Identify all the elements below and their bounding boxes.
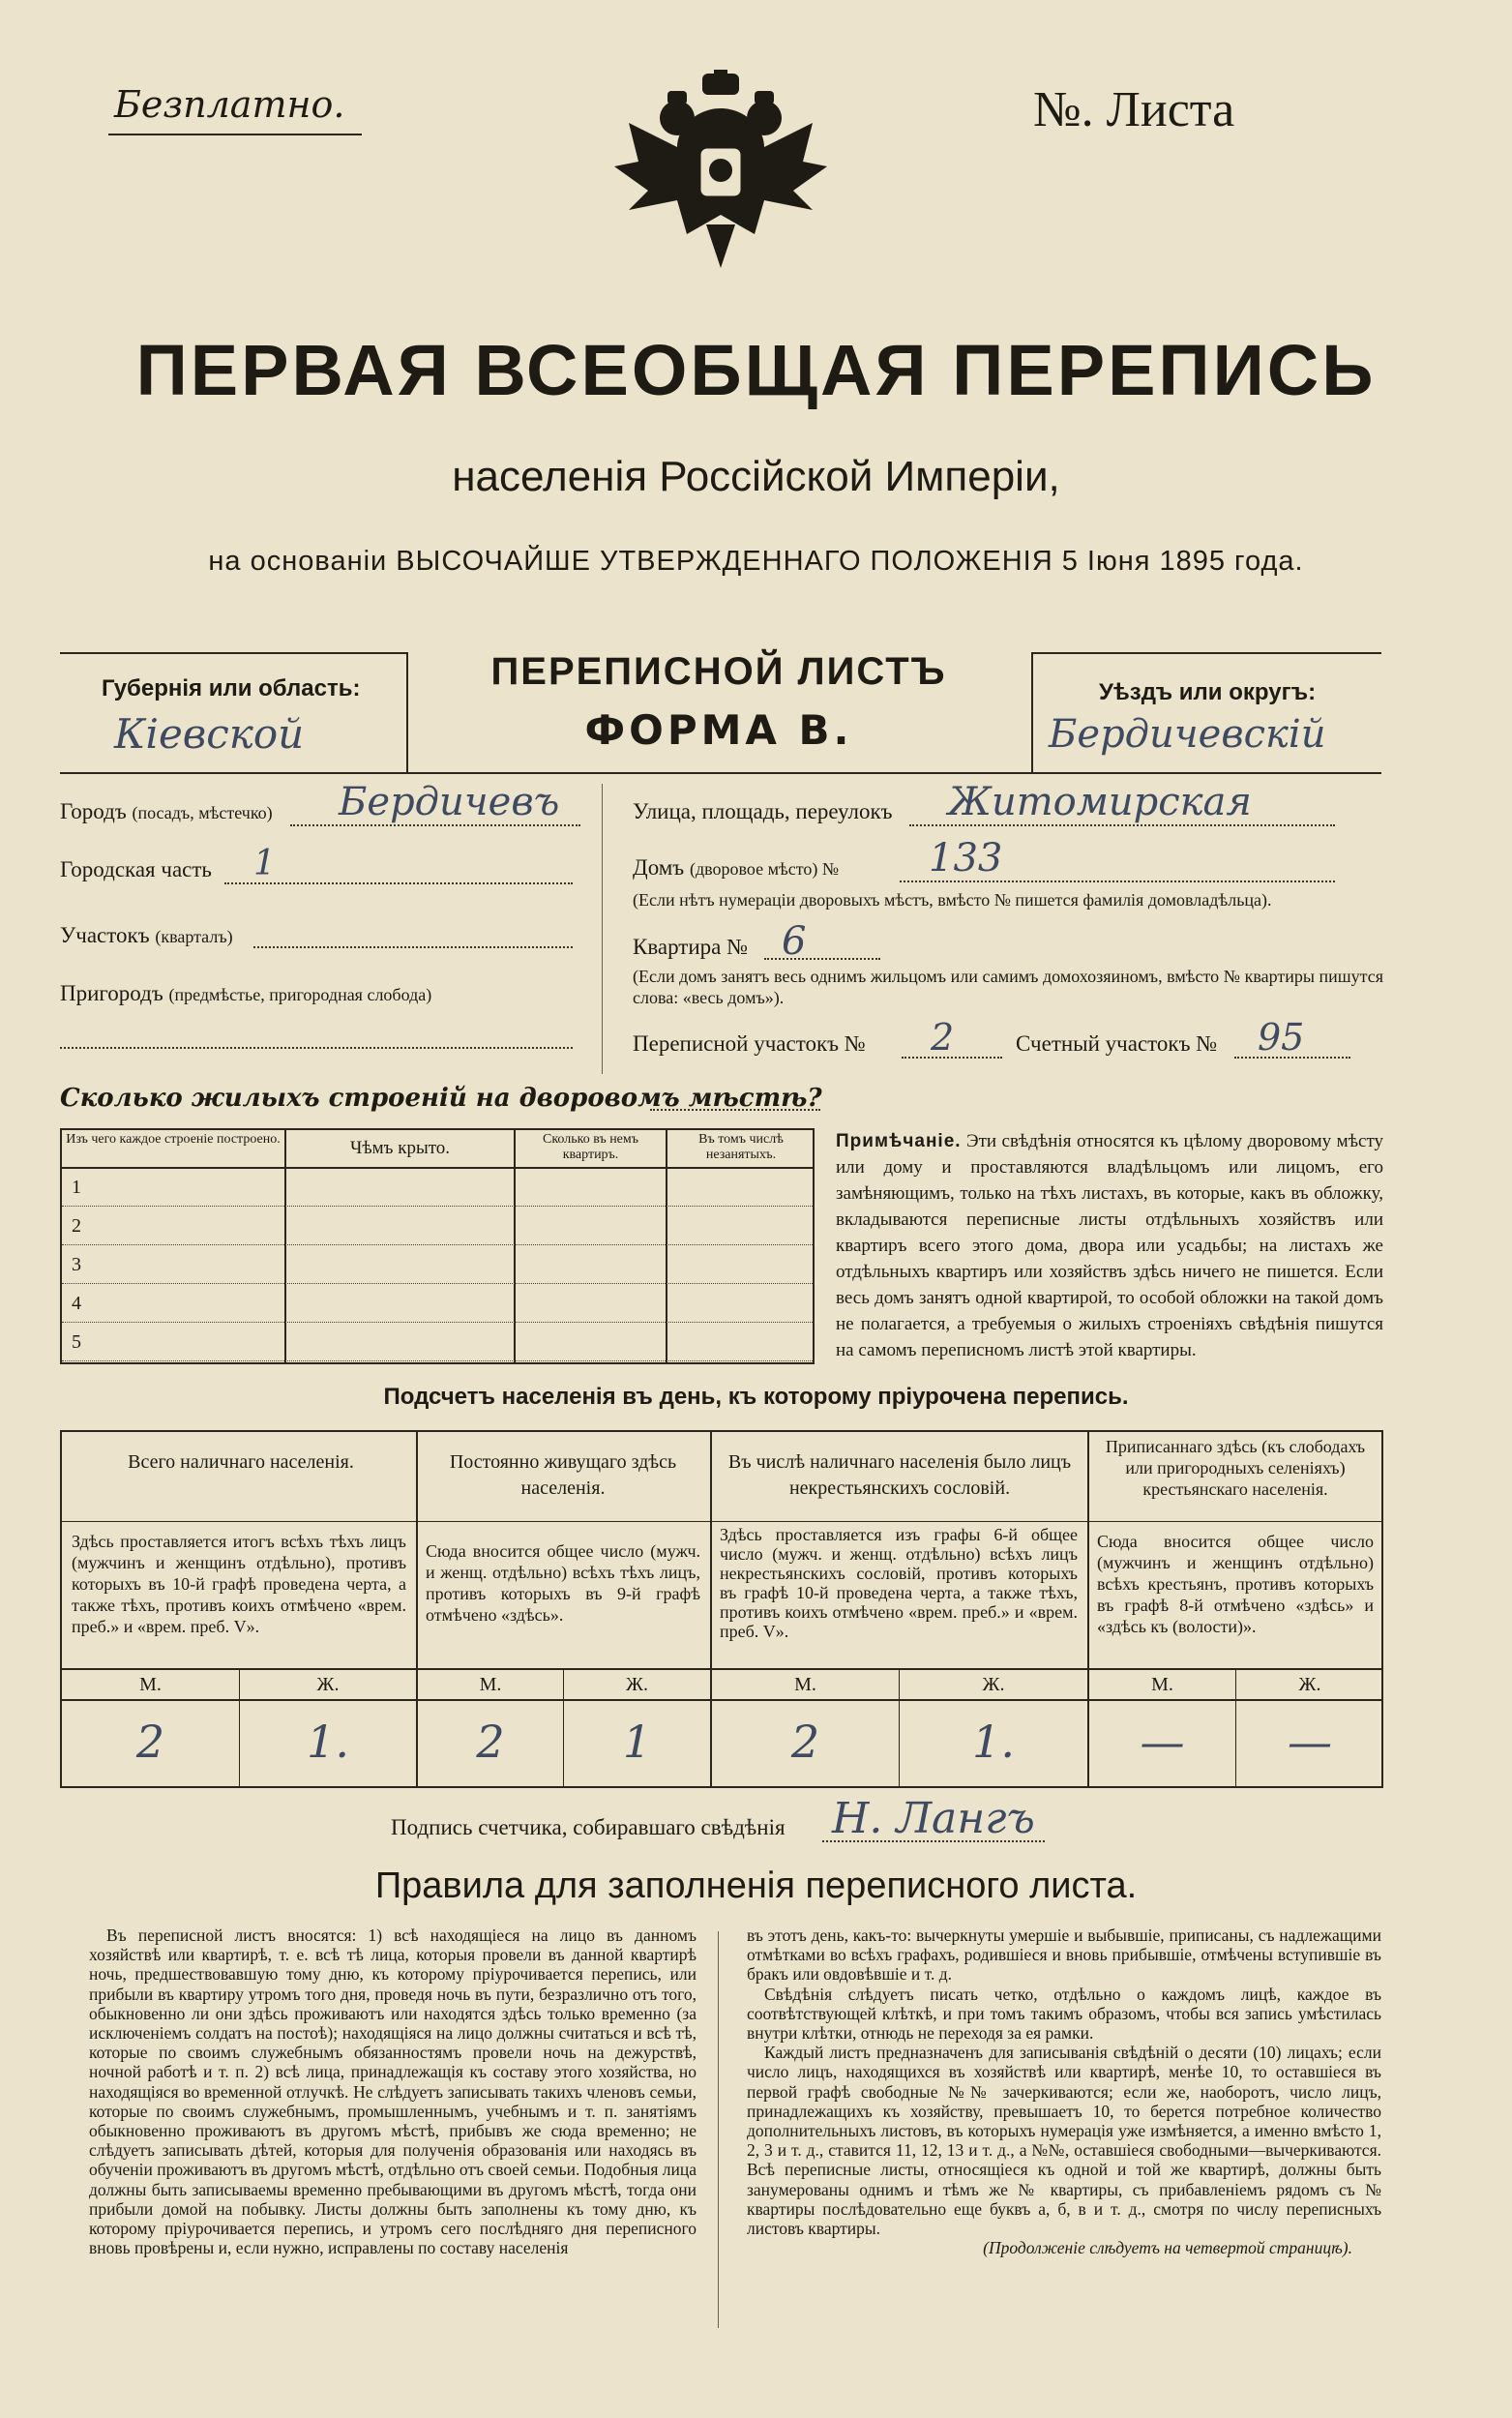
count-area-value[interactable]: 95 [1258,1016,1305,1059]
precinct-line [253,946,573,948]
pop-col4-f-label: Ж. [1298,1674,1321,1695]
buildings-row-number: 5 [72,1331,81,1353]
pop-col4-m-label: М. [1151,1674,1173,1695]
pop-col4-m-value[interactable]: — [1140,1716,1185,1768]
sheet-number-label: №. Листа [1033,82,1235,137]
pop-col1-m-value[interactable]: 2 [135,1716,165,1768]
precinct-label: Участокъ [60,923,150,947]
city-row [60,799,273,824]
form-label: ФОРМА В. [584,706,853,754]
buildings-col-material: Изъ чего каждое строеніе построено. [66,1132,281,1147]
pop-col4-header: Приписаннаго здѣсь (къ слободахъ или пригородныхъ селеніяхъ) крестьянскаго населенія. [1105,1437,1366,1499]
street-line [909,824,1335,826]
pop-col2-m-value[interactable]: 2 [476,1716,505,1768]
banner-top-left-line [60,652,406,654]
house-line [900,881,1335,882]
buildings-row-number: 3 [72,1254,81,1275]
pop-col4-desc: Сюда вносится общее число (мужчинъ и женщинъ отдѣльно) всѣхъ крестьянъ, противъ которыхъ въ графѣ 8-й отмѣчено «здѣсь» и «здѣсь къ (волости)». [1097,1532,1374,1636]
rules-title: Правила для заполненія переписного листа. [374,1866,1138,1906]
house-hint: (дворовое мѣсто) № [689,859,840,879]
buildings-col-apartments: Сколько въ немъ квартиръ. [542,1132,638,1162]
free-underline [108,134,362,135]
apartment-note: (Если домъ занятъ весь однимъ жильцомъ или самимъ домохозяиномъ, вмѣсто № квартиры пишутся слова: «весь домъ»). [633,967,1383,1007]
rules-right-para-1: въ этотъ день, какъ-то: вычеркнуты умершіе и выбывшіе, приписаны, съ надлежащими отмѣтками во всѣхъ графахъ, родившіеся и вновь прибывшіе, отмѣчены вступившіе въ бракъ или овдовѣвшіе и т. д. [747,1925,1381,1985]
pop-col2-header: Постоянно живущаго здѣсь населенія. [449,1451,677,1499]
buildings-row [62,1285,815,1324]
pop-col2-f-value[interactable]: 1 [622,1716,652,1768]
apartment-value[interactable]: 6 [782,919,807,964]
population-table [60,1430,1383,1788]
rules-continued: (Продолженіе слѣдуетъ на четвертой страницѣ). [983,2238,1352,2258]
buildings-row [62,1208,815,1246]
banner-top-right-line [1031,652,1381,654]
pop-col1-f-value[interactable]: 1. [307,1716,349,1768]
pop-col2-desc: Сюда вносится общее число (мужч. и женщ. отдѣльно) всѣхъ тѣхъ лицъ, противъ которыхъ въ 9-й графѣ отмѣчено «здѣсь». [426,1541,700,1625]
house-label: Домъ [633,855,685,880]
district-label: Городская часть [60,857,212,881]
pop-col3-desc: Здѣсь проставляется изъ графы 6-й общее число (мужч. и женщ. отдѣльно) всѣхъ лицъ некрестьянскихъ сословій, противъ которыхъ въ графѣ 10-й проведена черта, а также тѣхъ, противъ коихъ отмѣчено «врем. преб.» и «врем. преб. V». [720,1525,1078,1641]
buildings-row-line [62,1206,815,1207]
street-value[interactable]: Житомирская [948,780,1252,824]
suburb-label: Пригородъ [60,981,163,1005]
double-headed-eagle-icon [609,70,832,273]
pop-col2-f-label: Ж. [626,1674,648,1695]
pop-col3-header: Въ числѣ наличнаго населенія было лицъ некрестьянскихъ сословій. [727,1451,1072,1499]
pop-col3-m-value[interactable]: 2 [790,1716,820,1768]
rules-right-column [747,1925,1381,2257]
apartment-label: Квартира № [633,935,749,959]
pop-col3-m-label: М. [794,1674,816,1695]
house-note: (Если нѣтъ нумераціи дворовыхъ мѣстъ, вмѣсто № пишется фамилія домовладѣльца). [633,890,1272,910]
buildings-question-line [650,1109,820,1111]
pop-col3-f-value[interactable]: 1. [972,1716,1015,1768]
pop-col3-f-label: Ж. [982,1674,1005,1695]
free-label: Безплатно. [114,83,345,126]
buildings-row [62,1169,815,1208]
house-row [633,855,839,881]
buildings-row-number: 1 [72,1177,81,1198]
suburb-row [60,981,431,1006]
gubernia-value[interactable]: Кіевской [114,710,305,758]
street-label: Улица, площадь, переулокъ [633,799,893,823]
pop-col1-desc: Здѣсь проставляется итогъ всѣхъ тѣхъ лицъ (мужчинъ и женщинъ отдѣльно), противъ которыхъ въ 10-й графѣ проведена черта, а также тѣхъ, противъ коихъ отмѣчено «врем. преб.» и «врем. преб. V». [72,1532,406,1636]
city-hint: (посадъ, мѣстечко) [132,803,273,822]
buildings-table [60,1128,815,1364]
buildings-col-roof: Чѣмъ крыто. [349,1138,451,1158]
suburb-line [60,1047,573,1049]
address-divider [602,784,603,1074]
pop-col1-f-label: Ж. [316,1674,340,1695]
buildings-row-line [62,1283,815,1284]
count-area-label: Счетный участокъ № [1016,1031,1218,1056]
population-title: Подсчетъ населенія въ день, къ которому пріурочена перепись. [383,1384,1129,1410]
district-value[interactable]: 1 [253,844,276,883]
decree-basis: на основаніи ВЫСОЧАЙШЕ УТВЕРЖДЕННАГО ПОЛОЖЕНІЯ 5 Іюня 1895 года. [208,546,1304,577]
buildings-row-line [62,1322,815,1323]
buildings-question: Сколько жилыхъ строеній на дворовомъ мѣстѣ? [60,1084,822,1113]
city-label: Городъ [60,799,127,823]
buildings-note [836,1128,1383,1363]
pop-col2-m-label: М. [479,1674,502,1695]
note-text: Эти свѣдѣнія относятся къ цѣлому дворовому мѣсту или дому и проставляются владѣльцомъ или лицомъ, его замѣняющимъ, только на тѣхъ листахъ, въ которые, какъ въ обложку, вкладываются переписные листы отдѣльныхъ хозяйствъ или квартиръ всего этого дома, двора или усадьбы; на листахъ же отдѣльныхъ квартиръ или хозяйствъ здѣсь ничего не пишется. Если весь домъ занятъ одной квартирой, то особой обложки на такой домъ не полагается, а требуемыя о жилыхъ строеніяхъ свѣдѣнія пишутся на самомъ переписномъ листѣ этой квартиры. [836,1131,1384,1360]
precinct-hint: (кварталъ) [155,927,233,946]
city-line [290,824,580,826]
buildings-row-number: 4 [72,1293,81,1314]
note-title: Примѣчаніе. [836,1131,962,1151]
rules-right-para-3: Каждый листъ предназначенъ для записыванія свѣдѣній о десяти (10) лицахъ; если число лицъ, находящихся въ хозяйствѣ или квартирѣ, менѣе 10, то оставшіеся въ первой графѣ свободные №№ зачеркиваются; если же, наоборотъ, число лицъ, принадлежащихъ къ хозяйству, превышаетъ 10, то берется потребное количество дополнительныхъ листовъ, въ которыхъ нумерація уже измѣняется, а именно вмѣсто 1, 2, 3 и т. д., ставится 11, 12, 13 и т. д., а №№, оставшіеся свободными—вычеркиваются. Всѣ переписные листы, относящіеся къ одной и той же квартирѣ, должны быть занумерованы однимъ и тѣмъ же № квартиры, съ прибавленіемъ рядомъ съ № квартиры послѣдовательно еще буквъ а, б, в и т. д., смотря по числу переписныхъ листовъ квартиры. [747,2043,1381,2239]
census-area-value[interactable]: 2 [931,1016,955,1059]
suburb-hint: (предмѣстье, пригородная слобода) [168,985,432,1004]
gubernia-label: Губернія или область: [102,675,361,702]
pop-col4-f-value[interactable]: — [1288,1716,1332,1768]
signature-label: Подпись счетчика, собиравшаго свѣдѣнія [391,1815,786,1839]
buildings-row-line [62,1360,815,1361]
buildings-row [62,1324,815,1362]
sheet-title: ПЕРЕПИСНОЙ ЛИСТЪ [490,650,947,693]
rules-right-para-2: Свѣдѣнія слѣдуетъ писать четко, отдѣльно о каждомъ лицѣ, каждое въ соотвѣтствующей клѣткѣ, и при томъ такимъ образомъ, чтобы вся запись умѣстилась внутри клѣтки, отнюдь не переходя за ея рамки. [747,1984,1381,2044]
buildings-col-vacant: Въ томъ числѣ незанятыхъ. [698,1132,784,1162]
signature-value[interactable]: Н. Лангъ [832,1794,1035,1843]
page-subtitle: населенія Россійской Имперіи, [452,453,1060,500]
district-line [224,882,573,884]
pop-col1-m-label: М. [139,1674,162,1695]
pop-col1-header: Всего наличнаго населенія. [128,1451,354,1473]
city-value[interactable]: Бердичевъ [339,780,560,824]
uezd-label: Уѣздъ или округъ: [1099,679,1317,705]
rules-left-column: Въ переписной листъ вносятся: 1) всѣ находящіеся на лицо въ данномъ хозяйствѣ или квартирѣ, т. е. всѣ тѣ лица, которыя провели въ данной квартирѣ ночь, предшествовавшую тому дню, къ которому пріурочивается перепись, или прибыли въ квартиру утромъ того дня, проведя ночь въ пути, безразлично отъ того, обыкновенно ли они здѣсь проживаютъ или находятся здѣсь только временно (за исключеніемъ солдатъ на постоѣ); находящіяся на лицо должны считаться и всѣ тѣ, которые по своимъ служебнымъ обязанностямъ провели ночь на дежурствѣ, ночной работѣ и т. п. 2) всѣ лица, принадлежащія къ составу этого хозяйства, но находящіяся во временной отлучкѣ. Не слѣдуетъ записывать такихъ членовъ семьи, которые по своимъ служебнымъ, промышленнымъ, учебнымъ и т. п. занятіямъ обыкновенно проживаютъ въ другомъ мѣстѣ, прибывъ же сюда временно; не слѣдуетъ записывать дѣтей, которыя для полученія образованія или находясь въ обученіи проживаютъ въ другомъ мѣстѣ, отдѣльно отъ своей семьи. Подобныя лица должны быть записываемы временно пребывающими въ другомъ мѣстѣ, тогда они прибыли домой на побывку. Листы должны быть заполнены къ тому дню, къ которому пріурочивается перепись, и утромъ сего послѣдняго дня переписного вновь провѣрены и, если нужно, исправлены по составу населенія [89,1925,697,2258]
rules-divider [718,1931,719,2328]
house-value[interactable]: 133 [929,836,1003,881]
banner-bottom-line [60,772,1381,774]
uezd-value[interactable]: Бердичевскій [1049,712,1326,757]
buildings-row-line [62,1244,815,1245]
buildings-row-number: 2 [72,1215,81,1237]
page-title: ПЕРВАЯ ВСЕОБЩАЯ ПЕРЕПИСЬ [135,330,1377,410]
buildings-row [62,1246,815,1285]
banner-right-divider [1031,652,1033,772]
precinct-row [60,923,233,948]
census-area-label: Переписной участокъ № [633,1031,866,1056]
